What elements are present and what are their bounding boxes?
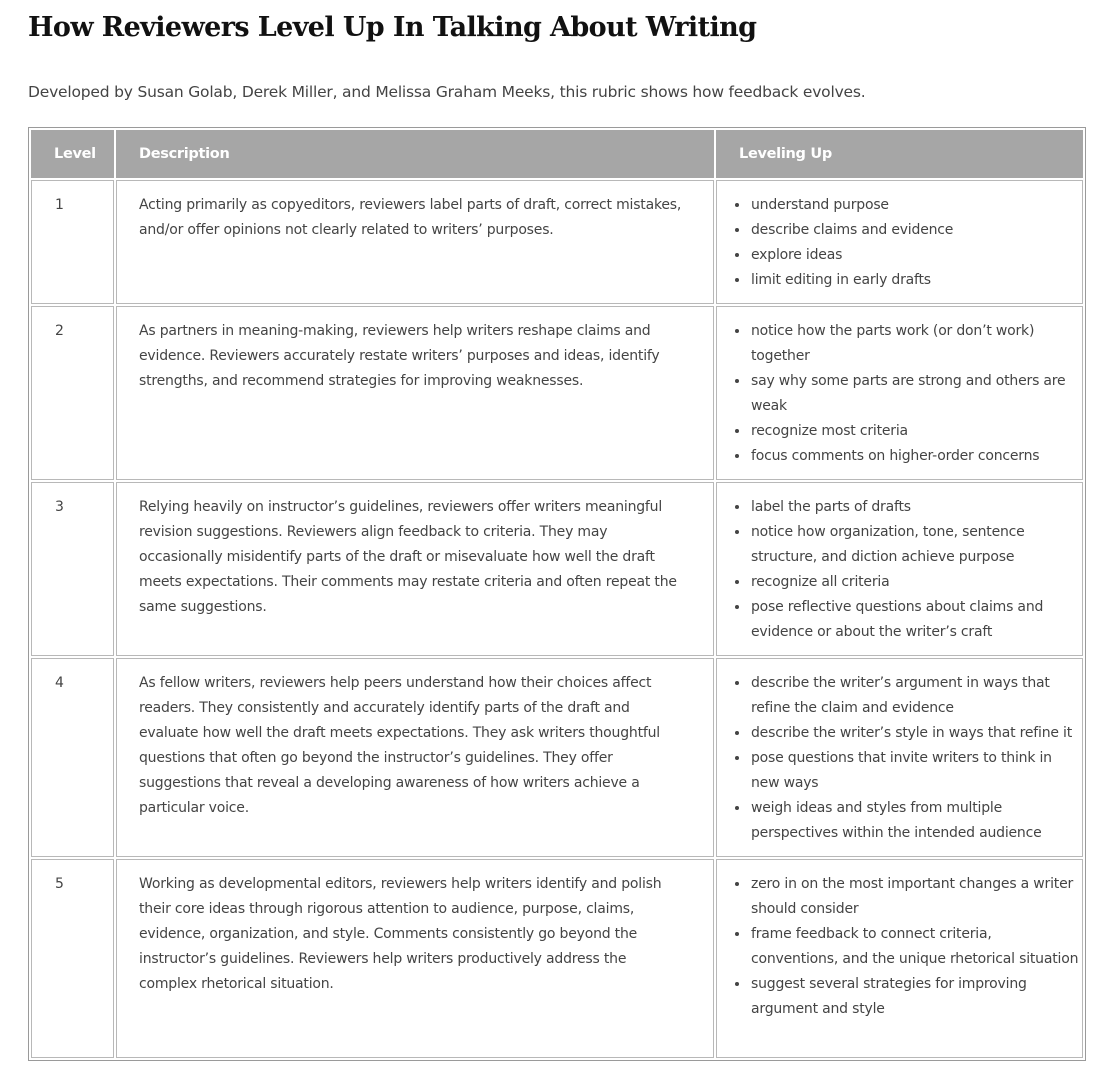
list-item: • notice how organization, tone, sentence structure, and diction achieve purpose: [750, 520, 1082, 570]
table-row: [31, 180, 1083, 304]
list-item: • pose questions that invite writers to think in new ways: [750, 746, 1082, 796]
table-row: [31, 306, 1083, 480]
list-item: • suggest several strategies for improving argument and style: [750, 972, 1082, 1022]
description-cell: Acting primarily as copyeditors, reviewers label parts of draft, correct mistakes, and/or offer opinions not clearly related to writers’ purposes.: [116, 180, 714, 304]
leveling-up-cell: [716, 180, 1083, 304]
list-item: • label the parts of drafts: [750, 495, 1082, 520]
description-cell: Relying heavily on instructor’s guidelines, reviewers offer writers meaningful revision suggestions. Reviewers align feedback to criteria. They may occasionally misidentify parts of the draft or misevaluate how well the draft meets expectations. Their comments may restate criteria and often repeat the same suggestions.: [116, 482, 714, 656]
list-item: • frame feedback to connect criteria, conventions, and the unique rhetorical situation: [750, 922, 1082, 972]
level-cell: 4: [31, 658, 114, 857]
leveling-up-list: [717, 193, 1082, 293]
list-item: • weigh ideas and styles from multiple perspectives within the intended audience: [750, 796, 1082, 846]
leveling-up-list: [717, 671, 1082, 846]
header-leveling-up: Leveling Up: [716, 130, 1083, 178]
table-row: [31, 482, 1083, 656]
header-row: [31, 130, 1083, 178]
list-item: • explore ideas: [750, 243, 1082, 268]
leveling-up-list: [717, 495, 1082, 645]
level-cell: 2: [31, 306, 114, 480]
table-row: [31, 859, 1083, 1058]
header-description: Description: [116, 130, 714, 178]
level-cell: 1: [31, 180, 114, 304]
list-item: • describe the writer’s argument in ways that refine the claim and evidence: [750, 671, 1082, 721]
description-cell: Working as developmental editors, reviewers help writers identify and polish their core ideas through rigorous attention to audience, purpose, claims, evidence, organization, and style. Comments consistently go beyond the instructor’s guidelines. Reviewers help writers productively address the complex rhetorical situation.: [116, 859, 714, 1058]
list-item: • recognize most criteria: [750, 419, 1082, 444]
header-level: Level: [31, 130, 114, 178]
leveling-up-cell: [716, 482, 1083, 656]
leveling-up-list: [717, 872, 1082, 1022]
description-cell: As fellow writers, reviewers help peers understand how their choices affect readers. They consistently and accurately identify parts of the draft and evaluate how well the draft meets expectations. They ask writers thoughtful questions that often go beyond the instructor’s guidelines. They offer suggestions that reveal a developing awareness of how writers achieve a particular voice.: [116, 658, 714, 857]
list-item: • limit editing in early drafts: [750, 268, 1082, 293]
list-item: • pose reflective questions about claims and evidence or about the writer’s craft: [750, 595, 1082, 645]
list-item: • describe the writer’s style in ways that refine it: [750, 721, 1082, 746]
level-cell: 3: [31, 482, 114, 656]
list-item: • say why some parts are strong and others are weak: [750, 369, 1082, 419]
intro-text: Developed by Susan Golab, Derek Miller, and Melissa Graham Meeks, this rubric shows how feedback evolves.: [28, 83, 866, 101]
leveling-up-cell: [716, 658, 1083, 857]
leveling-up-cell: [716, 306, 1083, 480]
list-item: • notice how the parts work (or don’t work) together: [750, 319, 1082, 369]
leveling-up-list: [717, 319, 1082, 469]
list-item: • understand purpose: [750, 193, 1082, 218]
rubric-table: [28, 127, 1086, 1061]
list-item: • describe claims and evidence: [750, 218, 1082, 243]
list-item: • zero in on the most important changes a writer should consider: [750, 872, 1082, 922]
page-title: How Reviewers Level Up In Talking About Writing: [28, 12, 757, 43]
level-cell: 5: [31, 859, 114, 1058]
list-item: • recognize all criteria: [750, 570, 1082, 595]
list-item: • focus comments on higher-order concerns: [750, 444, 1082, 469]
leveling-up-cell: [716, 859, 1083, 1058]
description-cell: As partners in meaning-making, reviewers help writers reshape claims and evidence. Reviewers accurately restate writers’ purposes and ideas, identify strengths, and recommend strategies for improving weaknesses.: [116, 306, 714, 480]
table-row: [31, 658, 1083, 857]
